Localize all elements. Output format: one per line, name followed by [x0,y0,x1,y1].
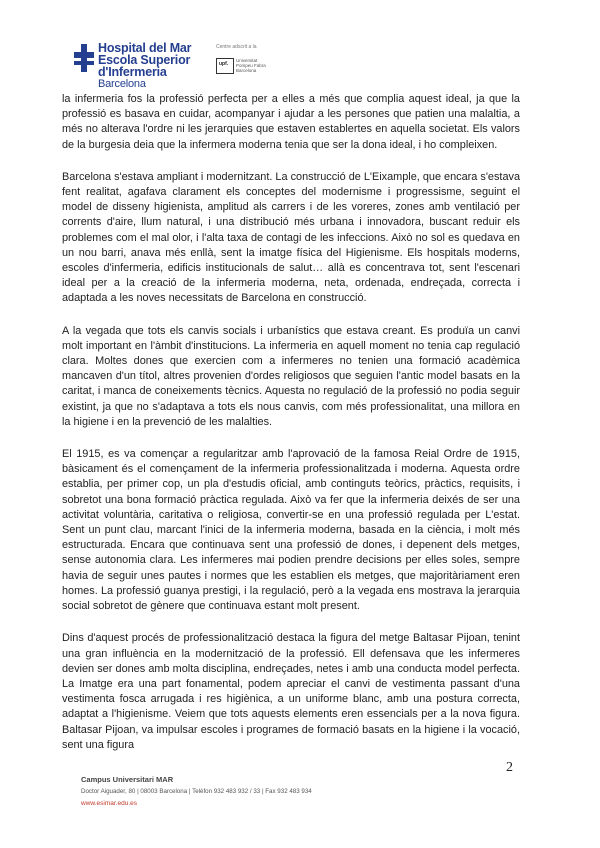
logo-line-2: Escola Superior [98,53,191,67]
body-paragraph: la infermeria fos la professió perfecta per a elles a més que complia aquest ideal, ja que la professió es basava en cuidar, acompanyar i ajudar a les persones que patien una malaltia, a més no alterava l'ordre ni les jerarquies que estaven establertes en aquella societat. Els valors de la burgesia deia que la infermera moderna tenia que ser la dona ideal, i ho compleixen. [62,93,520,151]
footer-address: Doctor Aiguader, 80 | 08003 Barcelona | Telèfon 932 483 932 / 33 | Fax 932 483 934 [81,788,312,795]
logo-city: Barcelona [98,78,146,90]
affiliation-name-line-1: Universitat [236,58,258,63]
upf-mark-text: upf. [219,61,229,67]
university-affiliation [216,44,286,73]
page-header [74,42,294,94]
hospital-cross-logo-icon [74,44,94,72]
affiliation-name-line-2: Pompeu Fabra [236,63,266,68]
body-paragraph: Barcelona s'estava ampliant i modernitzant. La construcció de L'Eixample, que encara s'estava fent realitat, agafava clarament els conceptes del modernisme i progressisme, seguint el model de disseny higienista, amplitud als carrers i de les voreres, zones amb ventilació per corrents d'aire, llum natural, i una distribució més urbana i innovadora, buscant reduir els problemes com el mal olor, i l'alta taxa de contagi de les infeccions. Això no sol es quedava en un nou barri, anava més enllà, sent la imatge física del Higienisme. Els hospitals moderns, escoles d'infermeria, edificis institucionals de salut… allà es concentrava tot, sent l'escenari ideal per a la creació de la infermeria moderna, neta, ordenada, endreçada, correcta i adaptada a les noves necessitats de Barcelona en construcció. [62,170,520,305]
footer-campus: Campus Universitari MAR [81,775,174,784]
document-body [62,92,520,770]
upf-logo-icon [216,58,234,74]
page-footer [81,774,481,810]
body-paragraph: A la vegada que tots els canvis socials i urbanístics que estava creant. Es produïa un canvi molt important en l'àmbit d'institucions. La infermeria en aquell moment no tenia cap regulació clara. Moltes dones que exercien com a infermeres no tenien una formació acadèmica mancaven d'un títol, altres provenien d'ordes religiosos que seguien l'antic model basats en la caritat, i manca de coneixements tècnics. Aquesta no regulació de la professió no podia seguir existint, ja que no s'adaptava a tots els nous canvis, com més professionalitat, una millora en la higiene i en la prevenció de les malalties. [62,324,520,428]
school-logo-text [98,42,191,90]
footer-website-link[interactable]: www.esimar.edu.es [81,800,137,807]
body-paragraph: Dins d'aquest procés de professionalització destaca la figura del metge Baltasar Pijoan, tenint una gran influència en la modernització de la professió. Ell defensava que les infermeres devien ser dones amb molta disciplina, endreçades, netes i amb una conducta model perfecta. La Imatge era una part fonamental, podem apreciar el canvi de vestimenta passant d'una vestimenta fosca arrugada i res higiènica, a un uniforme blanc, amb una postura correcta, adaptat a l'higienisme. Veiem que tots aquests elements eren essencials per a la nova figura. Baltasar Pijoan, va impulsar escoles i programes de formació basats en la higiene i la vocació, sent una figura [62,632,520,751]
affiliation-name-line-3: Barcelona [236,68,257,73]
logo-line-1: Hospital del Mar [98,41,192,55]
affiliation-caption: Centre adscrit a la [216,44,257,50]
affiliation-name [236,58,266,73]
page-number: 2 [506,760,513,775]
body-paragraph: El 1915, es va començar a regularitzar amb l'aprovació de la famosa Reial Ordre de 1915, bàsicament és el començament de la infermeria professionalitzada i moderna. Aquesta ordre establia, per primer cop, un pla d'estudis oficial, amb continguts teòrics, pràctics, requisits, i sobretot una bona formació pràctica regulada. Això va fer que la infermeria deixés de ser una activitat voluntària, caritativa o religiosa, convertir-se en una professió regulada per L'estat. Sent un punt clau, marcant l'inici de la infermeria moderna, basada en la ciència, i molt més estructurada. Encara que continuava sent una professió de dones, i depenent dels metges, sense autonomia clara. Les infermeres mai podien prendre decisions per elles soles, sempre havia de seguir unes pautes i normes que les establien els metges, que majoritàriament eren homes. La professió guanya prestigi, i la regulació, però a la vegada ens mostrava la jerarquia social sobretot de gènere que continuava estant molt present. [62,448,520,613]
logo-line-3: d'Infermeria [98,65,167,79]
